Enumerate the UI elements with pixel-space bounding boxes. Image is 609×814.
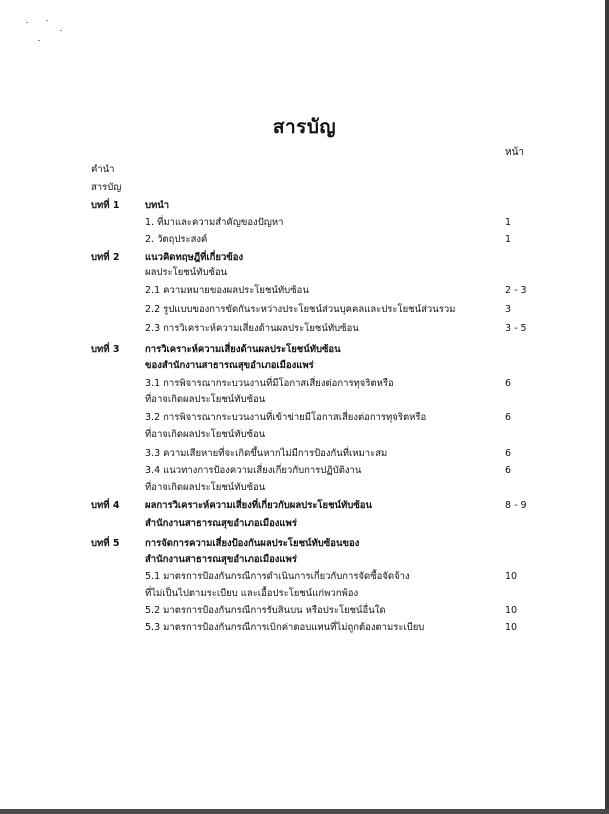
toc-item-5-3-page: 10 (505, 622, 518, 633)
chapter-5-label: บทที่ 5 (91, 538, 120, 549)
page-title: สารบัญ (272, 116, 337, 138)
chapter-3-heading-line-2: ของสำนักงานสาธารณสุขอำเภอเมืองแพร่ (145, 360, 314, 371)
toc-item-3-1-line-2: ที่อาจเกิดผลประโยชน์ทับซ้อน (145, 394, 266, 405)
page-column-label: หน้า (505, 147, 525, 158)
toc-item-3-1-line-1: 3.1 การพิจารณากระบวนงานที่มีโอกาสเสี่ยงต่อการทุจริตหรือ (145, 378, 394, 389)
chapter-4-heading-line-2: สำนักงานสาธารณสุขอำเภอเมืองแพร่ (145, 518, 297, 529)
toc-item-5-1-line-1: 5.1 มาตรการป้องกันกรณีการดำเนินการเกี่ยวกับการจัดซื้อจัดจ้าง (145, 571, 410, 582)
toc-item-2-1: 2.1 ความหมายของผลประโยชน์ทับซ้อน (145, 285, 309, 296)
toc-item-3-3: 3.3 ความเสียหายที่จะเกิดขึ้นหากไม่มีการป้องกันที่เหมาะสม (145, 448, 388, 459)
toc-item-3-2-page: 6 (505, 412, 512, 423)
chapter-5-heading-line-1: การจัดการความเสี่ยงป้องกันผลประโยชน์ทับซ้อนของ (145, 538, 360, 549)
chapter-4-heading-line-1: ผลการวิเคราะห์ความเสี่ยงที่เกี่ยวกับผลประโยชน์ทับซ้อน (145, 500, 372, 511)
toc-item-1-1: 1. ที่มาและความสำคัญของปัญหา (145, 217, 284, 228)
toc-item-2-3-page: 3 - 5 (505, 323, 527, 334)
chapter-4-page: 8 - 9 (505, 500, 527, 511)
chapter-2-subheading: ผลประโยชน์ทับซ้อน (145, 267, 228, 278)
toc-item-5-3: 5.3 มาตรการป้องกันกรณีการเบิกค่าตอบแทนที่ไม่ถูกต้องตามระเบียบ (145, 622, 425, 633)
toc-item-3-4-line-2: ที่อาจเกิดผลประโยชน์ทับซ้อน (145, 482, 266, 493)
toc-item-3-2-line-2: ที่อาจเกิดผลประโยชน์ทับซ้อน (145, 429, 266, 440)
toc-item-5-1-line-2: ที่ไม่เป็นไปตามระเบียบ และเอื้อประโยชน์แก่พวกพ้อง (145, 588, 359, 599)
toc-item-3-2-line-1: 3.2 การพิจารณากระบวนงานที่เข้าข่ายมีโอกาสเสี่ยงต่อการทุจริตหรือ (145, 412, 427, 423)
chapter-4-label: บทที่ 4 (91, 500, 120, 511)
chapter-3-heading-line-1: การวิเคราะห์ความเสี่ยงด้านผลประโยชน์ทับซ้อน (145, 344, 341, 355)
toc-item-1-1-page: 1 (505, 217, 512, 228)
toc-item-5-2-page: 10 (505, 605, 518, 616)
chapter-3-label: บทที่ 3 (91, 344, 120, 355)
chapter-5-heading-line-2: สำนักงานสาธารณสุขอำเภอเมืองแพร่ (145, 554, 297, 565)
toc-item-1-2: 2. วัตถุประสงค์ (145, 234, 208, 245)
chapter-2-heading: แนวคิดทฤษฎีที่เกี่ยวข้อง (145, 252, 244, 263)
chapter-1-label: บทที่ 1 (91, 200, 120, 211)
scan-specks (24, 18, 74, 48)
toc-item-3-4-page: 6 (505, 465, 512, 476)
toc-front-contents: สารบัญ (91, 182, 122, 193)
toc-front-foreword: คำนำ (91, 164, 115, 175)
toc-item-1-2-page: 1 (505, 234, 512, 245)
toc-item-2-1-page: 2 - 3 (505, 285, 527, 296)
toc-item-2-3: 2.3 การวิเคราะห์ความเสี่ยงด้านผลประโยชน์ทับซ้อน (145, 323, 359, 334)
toc-item-3-1-page: 6 (505, 378, 512, 389)
scan-edge-bottom (0, 809, 609, 814)
toc-item-3-3-page: 6 (505, 448, 512, 459)
toc-item-3-4-line-1: 3.4 แนวทางการป้องความเสี่ยงเกี่ยวกับการปฏิบัติงาน (145, 465, 362, 476)
chapter-2-label: บทที่ 2 (91, 252, 120, 263)
toc-item-5-2: 5.2 มาตรการป้องกันกรณีการรับสินบน หรือประโยชน์อื่นใด (145, 605, 386, 616)
chapter-1-heading: บทนำ (145, 200, 170, 211)
toc-item-2-2: 2.2 รูปแบบของการขัดกันระหว่างประโยชน์ส่วนบุคคลและประโยชน์ส่วนรวม (145, 304, 456, 315)
toc-item-5-1-page: 10 (505, 571, 518, 582)
toc-item-2-2-page: 3 (505, 304, 512, 315)
